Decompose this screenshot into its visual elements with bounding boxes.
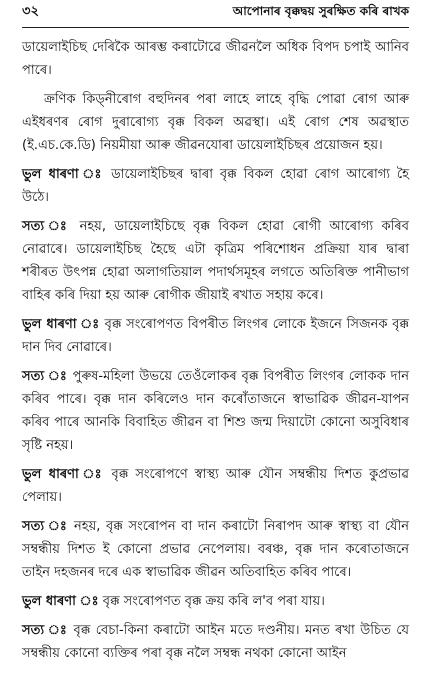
myth-paragraph — [22, 163, 409, 209]
fact-paragraph — [22, 215, 409, 307]
fact-label: সত্য ঃ — [22, 219, 72, 234]
paragraph-text: ডায়েলাইচিছ দেৰিকৈ আৰম্ভ কৰাটোৱে জীৱনলৈ অধিক বিপদ চপাই আনিব পাৰে। — [22, 40, 409, 78]
fact-text: বৃক্ক বেচা-কিনা কৰাটো আইন মতে দণ্ডনীয়। মনত ৰখা উচিত যে সম্বন্ধীয় কোনো ব্যক্তিৰ পৰা বৃক্ক নলৈ সম্বন্ধ নথকা কোনো আইন — [22, 623, 409, 661]
fact-label: সত্য ঃ — [22, 623, 69, 638]
myth-paragraph — [22, 463, 409, 509]
fact-text: নহয়, ডায়েলাইচিছে বৃক্ক বিকল হোৱা ৰোগী আৰোগ্য কৰিব নোৱাৰে। ডায়েলাইচিছ হৈছে এটা কৃত্ৰিম পৰিশোধন প্ৰক্ৰিয়া যাৰ দ্বাৰা শৰীৰত উৎপন্ন হোৱা অলাগতিয়াল পদাৰ্থসমূহৰ লগতে অতিৰিক্ত পানীভাগ বাহিৰ কৰি দিয়া হয় আৰু ৰোগীক জীয়াই ৰখাত সহায় কৰে। — [22, 219, 409, 303]
fact-paragraph — [22, 515, 409, 584]
myth-label: ভুল ধাৰণা ঃ — [22, 467, 105, 482]
paragraph-ckd-description — [22, 88, 409, 157]
fact-paragraph — [22, 365, 409, 457]
fact-label: সত্য ঃ — [22, 519, 69, 534]
fact-label: সত্য ঃ — [22, 369, 68, 384]
myth-text: বৃক্ক সংৰোপণে স্বাস্থ্য আৰু যৌন সম্বন্ধীয় দিশত কুপ্ৰভাৱ পেলায়। — [22, 467, 410, 505]
fact-text: পুৰুষ-মহিলা উভয়ে তেওঁলোকৰ বৃক্ক বিপৰীত লিংগৰ লোকক দান কৰিব পাৰে। বৃক্ক দান কৰিলেও দান কৰোঁতাজনে স্বাভাৱিক জীৱন-যাপন কৰিব পাৰে আনকি বিবাহিত জীৱন বা শিশু জন্ম দিয়াটো কোনো অসুবিধাৰ সৃষ্টি নহয়। — [22, 369, 409, 453]
myth-text: বৃক্ক সংৰোপণত বৃক্ক ক্ৰয় কৰি ল'ব পৰা যায়। — [98, 594, 325, 609]
page-number: ৩২ — [22, 4, 39, 19]
page-header — [22, 0, 409, 28]
fact-text: নহয়, বৃক্ক সংৰোপন বা দান কৰাটো নিৰাপদ আৰু স্বাস্থ্য বা যৌন সম্বন্ধীয় দিশত ই কোনো প্ৰভাৱ নেপেলায়। বৰঞ্চ, বৃক্ক দান কৰোতাজনে তাইন দহজনৰ দৰে এক স্বাভাৱিক জীৱন অতিবাহিত কৰিব পাৰে। — [22, 519, 409, 580]
paragraph-continuation — [22, 36, 409, 82]
myth-text: ডায়েলাইচিছৰ দ্বাৰা বৃক্ক বিকল হোৱা ৰোগ আৰোগ্য হৈ উঠে। — [22, 167, 410, 205]
paragraph-text: ক্ৰণিক কিড্‌নীৰোগ বহুদিনৰ পৰা লাহে লাহে বৃদ্ধি পোৱা ৰোগ আৰু এইধৰণৰ ৰোগ দুৰাৰোগ্য বৃক্ক বিকল অৱস্থা। এই ৰোগ শেষ অৱস্থাত (ই.এচ.কে.ডি) নিয়মীয়া আৰু জীৱনযোৰা ডায়েলাইচিছৰ প্ৰয়োজন হয়। — [22, 92, 409, 153]
myth-label: ভুল ধাৰণা ঃ — [22, 594, 99, 609]
running-title: আপোনাৰ বৃক্কদ্বয় সুৰক্ষিত কৰি ৰাখক — [232, 4, 409, 18]
myth-label: ভুল ধাৰণা ঃ — [22, 317, 100, 332]
myth-text: বৃক্ক সংৰোপণত বিপৰীত লিংগৰ লোকে ইজনে সিজনক বৃক্ক দান দিব নোৱাৰে। — [22, 317, 410, 355]
myth-label: ভুল ধাৰণা ঃ — [22, 167, 105, 182]
myth-paragraph — [22, 590, 409, 613]
myth-paragraph — [22, 313, 409, 359]
fact-paragraph — [22, 619, 409, 665]
